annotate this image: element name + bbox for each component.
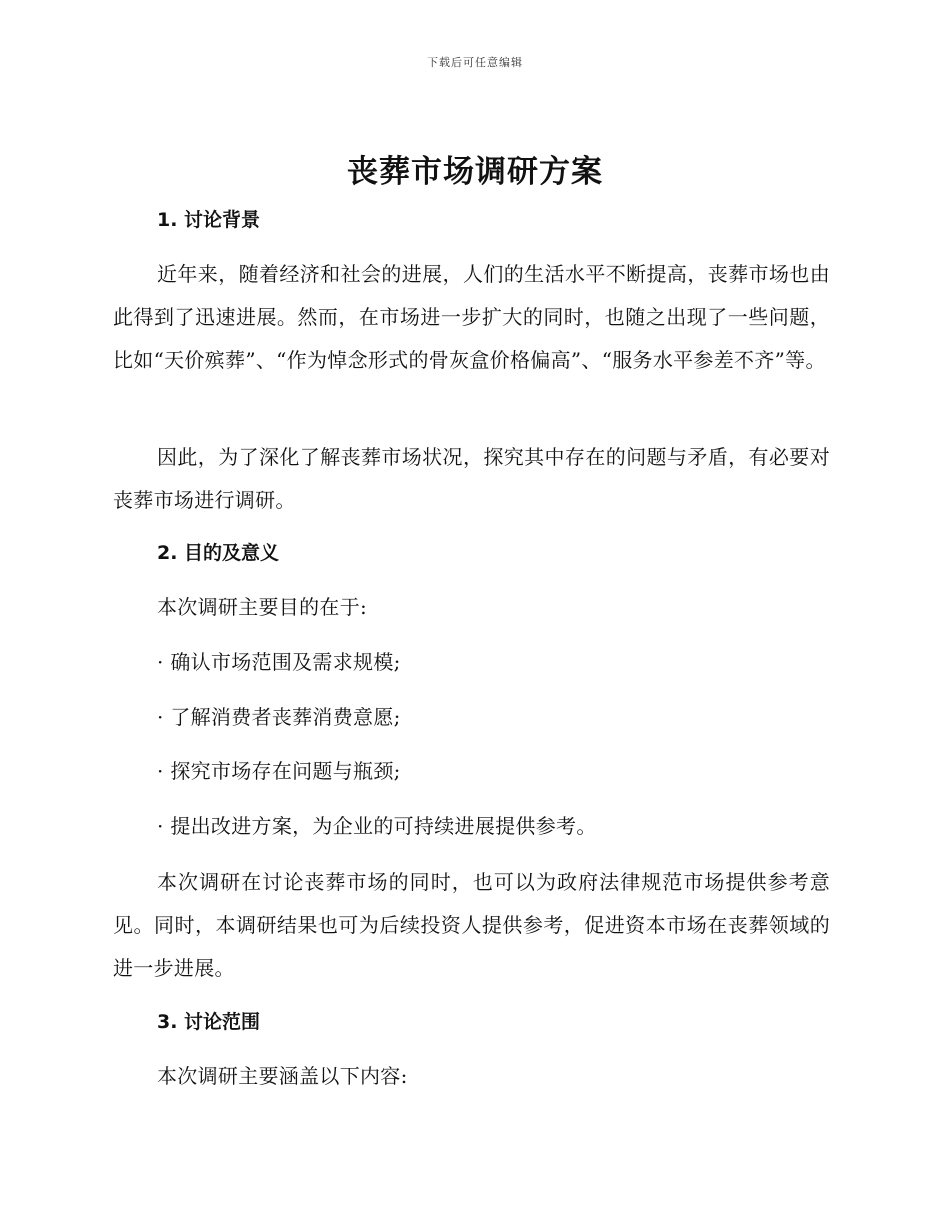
purpose-bullet-3: · 探究市场存在问题与瓶颈; — [157, 759, 401, 783]
section-heading-scope: 3. 讨论范围 — [157, 1011, 261, 1033]
page-header: 下载后可任意编辑 — [427, 56, 523, 69]
background-paragraph-2: 因此，为了深化了解丧葬市场状况，探究其中存在的问题与矛盾，有必要对丧葬市场进行调研。 — [113, 445, 830, 512]
purpose-bullet-4: · 提出改进方案，为企业的可持续进展提供参考。 — [157, 814, 597, 838]
purpose-intro: 本次调研主要目的在于: — [157, 595, 368, 619]
document-title: 丧葬市场调研方案 — [347, 154, 603, 190]
purpose-paragraph: 本次调研在讨论丧葬市场的同时，也可以为政府法律规范市场提供参考意见。同时，本调研结果也可为后续投资人提供参考，促进资本市场在丧葬领域的进一步进展。 — [113, 870, 830, 980]
purpose-bullet-1: · 确认市场范围及需求规模; — [157, 650, 401, 674]
section-heading-purpose: 2. 目的及意义 — [157, 542, 280, 564]
background-paragraph-1: 近年来，随着经济和社会的进展，人们的生活水平不断提高，丧葬市场也由此得到了迅速进展。然而，在市场进一步扩大的同时，也随之出现了一些问题，比如“天价殡葬”、“作为悼念形式的骨灰盒价格偏高”、“服务水平参差不齐”等。 — [113, 262, 830, 372]
section-heading-background: 1. 讨论背景 — [157, 209, 261, 231]
purpose-bullet-2: · 了解消费者丧葬消费意愿; — [157, 705, 401, 729]
scope-intro: 本次调研主要涵盖以下内容: — [157, 1064, 408, 1088]
